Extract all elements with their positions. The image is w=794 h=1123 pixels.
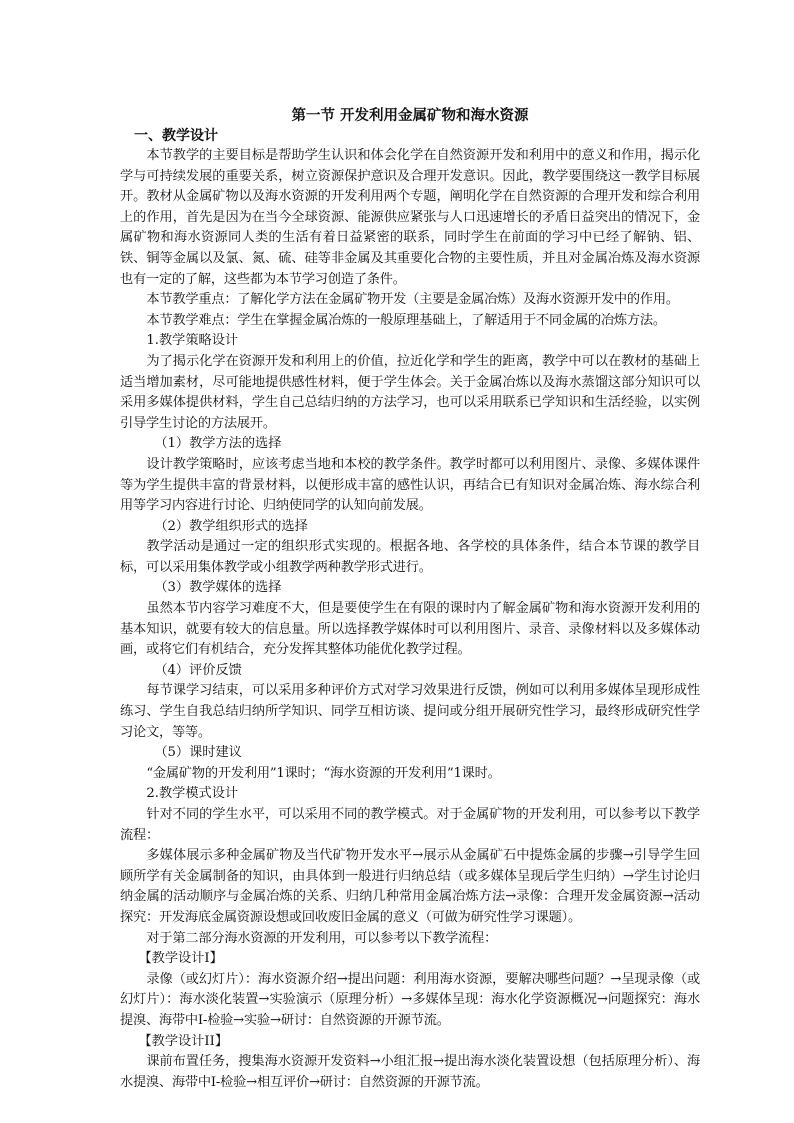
paragraph-design-1: 录像（或幻灯片）：海水资源介绍→提出问题：利用海水资源，要解决哪些问题？→呈现录像（或幻灯片）：海水淡化装置→实验演示（原理分析）→多媒体呈现：海水化学资源概况→问题探究：海水提溴、海带中I-检验→实验→研讨：自然资源的开源节流。 — [120, 971, 700, 1028]
subheading-design-1: 【教学设计Ⅰ】 — [138, 951, 223, 967]
subheading-media: （3）教学媒体的选择 — [154, 580, 282, 596]
paragraph-design-2: 课前布置任务，搜集海水资源开发资料→小组汇报→提出海水淡化装置设想（包括原理分析）、海水提溴、海带中I-检验→相互评价→研讨：自然资源的开源节流。 — [120, 1054, 700, 1090]
paragraph-method: 设计教学策略时，应该考虑当地和本校的教学条件。教学时都可以利用图片、录像、多媒体课件等为学生提供丰富的背景材料，以便形成丰富的感性认识，再结合已有知识对金属冶炼、海水综合利用等学习内容进行讨论、归纳使同学的认知向前发展。 — [120, 456, 700, 514]
subheading-method: （1）教学方法的选择 — [154, 436, 282, 452]
paragraph-hours: “金属矿物的开发利用”1课时；“海水资源的开发利用”1课时。 — [146, 765, 501, 781]
paragraph-intro: 本节教学的主要目标是帮助学生认识和体会化学在自然资源开发和利用中的意义和作用，揭示化学与可持续发展的重要关系，树立资源保护意识及合理开发意识。因此，教学要围绕这一教学目标展开。教材从金属矿物以及海水资源的开发利用两个专题，阐明化学在自然资源的合理开发和综合利用上的作用，首先是因为在当今全球资源、能源供应紧张与人口迅速增长的矛盾日益突出的情况下，金属矿物和海水资源同人类的生活有着日益紧密的联系，同时学生在前面的学习中已经了解钠、铝、铁、铜等金属以及氯、氮、硫、硅等非金属及其重要化合物的主要性质，并且对金属冶炼及海水资源也有一定的了解，这些都为本节学习创造了条件。 — [120, 148, 700, 287]
paragraph-media: 虽然本节内容学习难度不大，但是要使学生在有限的课时内了解金属矿物和海水资源开发利用的基本知识，就要有较大的信息量。所以选择教学媒体时可以利用图片、录音、录像材料以及多媒体动画，或将它们有机结合，充分发挥其整体功能优化教学过程。 — [120, 601, 700, 658]
subheading-design-2: 【教学设计II】 — [138, 1033, 229, 1049]
document-page — [120, 106, 700, 1093]
paragraph-organization: 教学活动是通过一定的组织形式实现的。根据各地、各学校的具体条件，结合本节课的教学目标，可以采用集体教学或小组教学两种教学形式进行。 — [120, 539, 700, 575]
paragraph-evaluation: 每节课学习结束，可以采用多种评价方式对学习效果进行反馈，例如可以利用多媒体呈现形成性练习、学生自我总结归纳所学知识、同学互相访谈、提问或分组开展研究性学习，最终形成研究性学习论文，等等。 — [120, 683, 700, 740]
subheading-evaluation: （4）评价反馈 — [154, 662, 242, 678]
section-heading-teaching-design: 一、教学设计 — [134, 128, 218, 144]
paragraph-mode: 针对不同的学生水平，可以采用不同的教学模式。对于金属矿物的开发利用，可以参考以下教学流程： — [120, 807, 700, 843]
subheading-organization: （2）教学组织形式的选择 — [154, 518, 308, 534]
subheading-hours: （5）课时建议 — [154, 745, 242, 761]
paragraph-key-points: 本节教学重点：了解化学方法在金属矿物开发（主要是金属冶炼）及海水资源开发中的作用。 — [146, 292, 679, 308]
subheading-strategy: 1.教学策略设计 — [146, 333, 239, 349]
document-title: 第一节 开发利用金属矿物和海水资源 — [291, 107, 529, 124]
paragraph-difficulties: 本节教学难点：学生在掌握金属冶炼的一般原理基础上，了解适用于不同金属的冶炼方法。 — [146, 312, 666, 328]
paragraph-metal-flow: 多媒体展示多种金属矿物及当代矿物开发水平→展示从金属矿石中提炼金属的步骤→引导学生回顾所学有关金属制备的知识，由具体到一般进行归纳总结（或多媒体呈现后学生归纳）→学生讨论归纳金属的活动顺序与金属冶炼的关系、归纳几种常用金属冶炼方法→录像：合理开发金属资源→活动探究：开发海底金属资源设想或回收废旧金属的意义（可做为研究性学习课题）。 — [120, 848, 700, 925]
paragraph-seawater-intro: 对于第二部分海水资源的开发利用，可以参考以下教学流程： — [146, 930, 498, 946]
subheading-mode: 2.教学模式设计 — [146, 786, 239, 802]
paragraph-strategy: 为了揭示化学在资源开发和利用上的价值，拉近化学和学生的距离，教学中可以在教材的基础上适当增加素材，尽可能地提供感性材料，便于学生体会。关于金属冶炼以及海水蒸馏这部分知识可以采用多媒体提供材料，学生自己总结归纳的方法学习，也可以采用联系已学知识和生活经验，以实例引导学生讨论的方法展开。 — [120, 353, 700, 431]
